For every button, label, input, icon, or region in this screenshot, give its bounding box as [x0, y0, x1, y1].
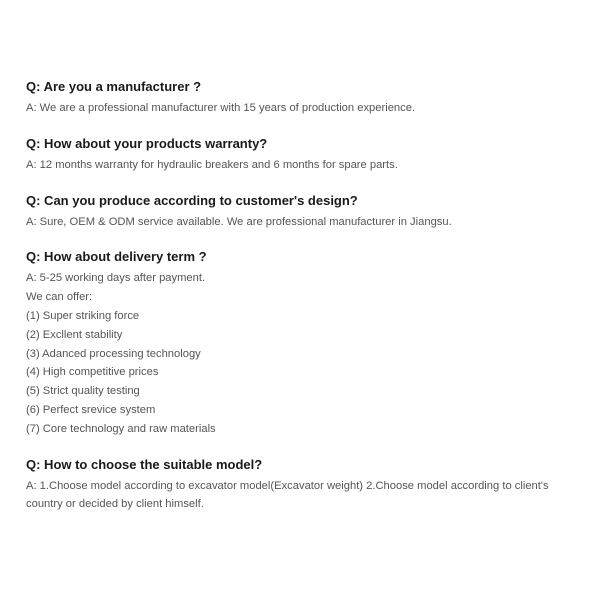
faq-question: Q: Can you produce according to customer's design? [26, 192, 358, 208]
faq-question: Q: Are you a manufacturer ? [26, 79, 202, 94]
faq-section [26, 78, 574, 531]
faq-item-custom-design [26, 192, 574, 232]
offer-intro: We can offer: [26, 291, 93, 304]
faq-item-choose-model [26, 456, 574, 515]
faq-answer: A: 12 months warranty for hydraulic breakers and 6 months for spare parts. [26, 158, 398, 171]
offer-list-item: (7) Core technology and raw materials [26, 422, 216, 435]
faq-question: Q: How to choose the suitable model? [26, 456, 263, 472]
faq-item-delivery [26, 248, 574, 438]
offer-list-item: (6) Perfect srevice system [26, 403, 156, 416]
faq-answer: A: 1.Choose model according to excavator model(Excavator weight) 2.Choose model according to client's country or decided by client himself. [26, 479, 549, 511]
faq-answer: A: 5-25 working days after payment. [26, 272, 206, 285]
faq-answer: A: We are a professional manufacturer with 15 years of production experience. [26, 102, 416, 114]
offer-list-item: (5) Strict quality testing [26, 385, 140, 398]
offer-list-item: (2) Excllent stability [26, 328, 123, 341]
offer-list-item: (1) Super striking force [26, 309, 140, 322]
offer-list-item: (3) Adanced processing technology [26, 347, 201, 360]
faq-item-warranty [26, 135, 574, 175]
faq-question: Q: How about delivery term ? [26, 249, 207, 265]
faq-item-manufacturer [26, 78, 574, 118]
faq-answer: A: Sure, OEM & ODM service available. We are professional manufacturer in Jiangsu. [26, 215, 452, 228]
faq-question: Q: How about your products warranty? [26, 135, 268, 151]
offer-list-item: (4) High competitive prices [26, 366, 159, 379]
